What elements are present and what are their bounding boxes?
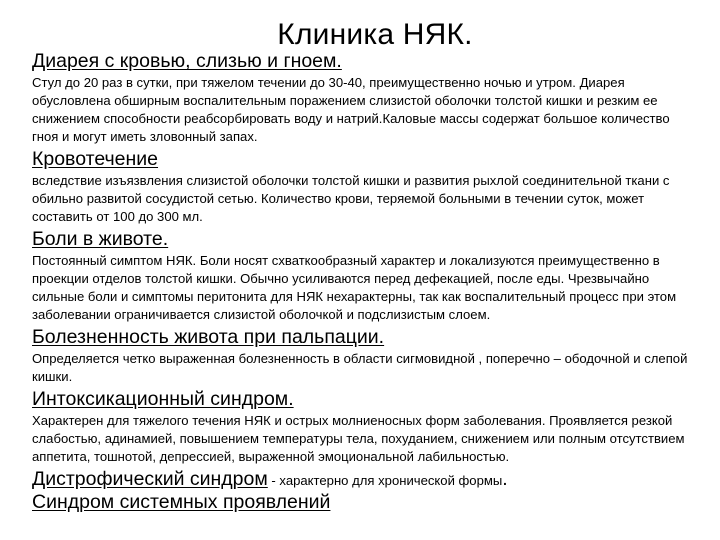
section-heading-systemic: Синдром системных проявлений <box>32 491 331 513</box>
slide-content <box>32 50 698 514</box>
section-text-diarrhea: Стул до 20 раз в сутки, при тяжелом течении до 30-40, преимущественно ночью и утром. Диарея обусловлена обширным воспалительным поражением слизистой оболочки толстой кишки и резким ее снижением способности реабсорбировать воду и натрий.Каловые массы содержат большое количество гноя и могут иметь зловонный запах. <box>32 75 670 144</box>
section-heading-abdominal-pain: Боли в животе. <box>32 228 169 250</box>
dystrophic-dot: . <box>502 468 508 490</box>
dystrophic-tail: - характерно для хронической формы <box>267 473 503 488</box>
section-heading-bleeding: Кровотечение <box>32 148 159 170</box>
section-text-bleeding: вследствие изъязвления слизистой оболочки толстой кишки и развития рыхлой соединительной ткани с обильно развитой сосудистой сетью. Количество крови, теряемой больными в течении суток, может составить от 100 до 300 мл. <box>32 173 670 224</box>
section-heading-dystrophic: Дистрофический синдром <box>32 468 268 490</box>
section-heading-intoxication: Интоксикационный синдром. <box>32 388 294 410</box>
section-heading-diarrhea: Диарея с кровью, слизью и гноем. <box>32 50 342 72</box>
section-text-palpation-tenderness: Определяется четко выраженная болезненность в области сигмовидной , поперечно – ободочной и слепой кишки. <box>32 351 688 384</box>
slide-title: Клиника НЯК. <box>277 18 473 51</box>
section-text-abdominal-pain: Постоянный симптом НЯК. Боли носят схваткообразный характер и локализуются преимущественно в проекции отделов толстой кишки. Обычно усиливаются перед дефекацией, после еды. Чрезвычайно сильные боли и симптомы перитонита для НЯК нехарактерны, так как воспалительный процесс при этом заболевании ограничивается слизистой оболочкой и подслизистым слоем. <box>32 253 677 322</box>
section-heading-palpation-tenderness: Болезненность живота при пальпации. <box>32 326 385 348</box>
dystrophic-row <box>32 468 698 491</box>
section-text-intoxication: Характерен для тяжелого течения НЯК и острых молниеносных форм заболевания. Проявляется резкой слабостью, адинамией, повышением температуры тела, похуданием, снижением или полным отсутствием аппетита, тошнотой, депрессией, выраженной эмоциональной лабильностью. <box>32 413 685 464</box>
